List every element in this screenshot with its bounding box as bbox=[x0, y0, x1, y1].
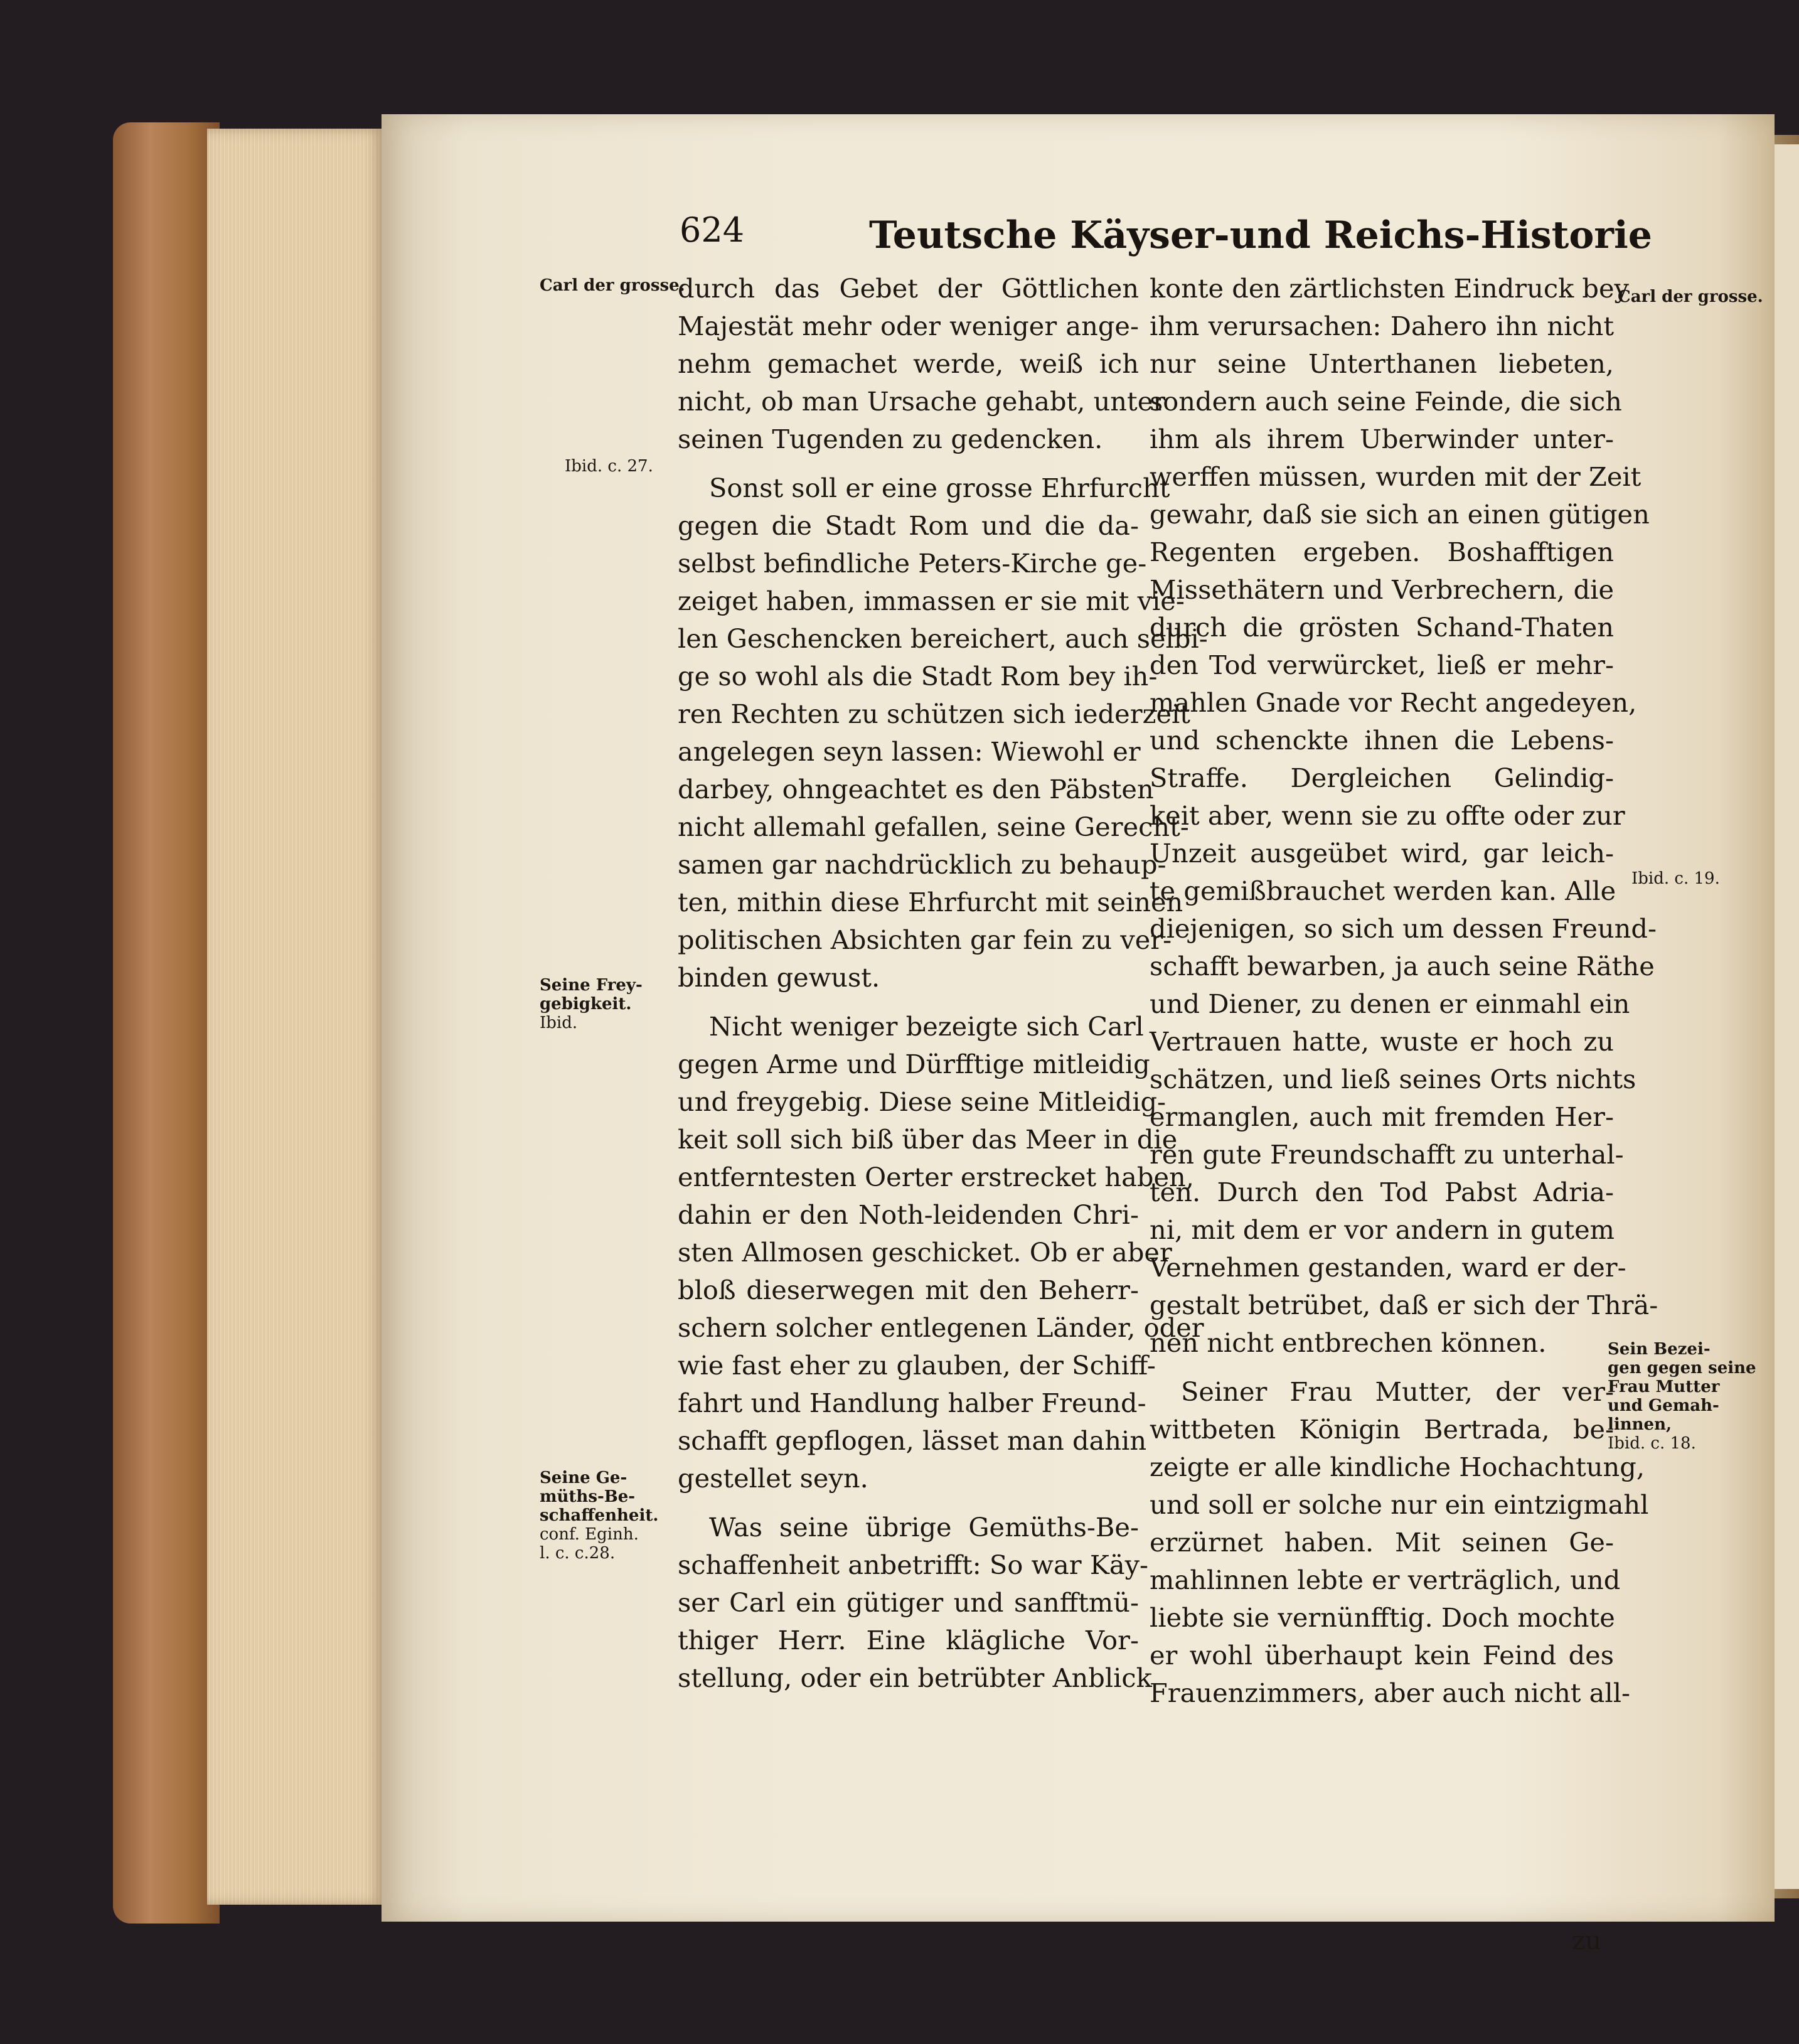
marginal-line: Ibid. c. 18. bbox=[1608, 1434, 1696, 1453]
text-line: Was seine übrige Gemüths-Be- bbox=[709, 1512, 1139, 1543]
marginal-note-left-3 bbox=[540, 976, 643, 1032]
text-line: seinen Tugenden zu gedencken. bbox=[678, 424, 1103, 454]
text-line: schaffenheit anbetrifft: So war Käy- bbox=[678, 1549, 1149, 1580]
text-line: gestalt betrübet, daß er sich der Thrä- bbox=[1150, 1290, 1658, 1320]
text-line: und soll er solche nur ein eintzigmahl bbox=[1150, 1489, 1649, 1520]
text-line: nicht allemahl gefallen, seine Gerecht- bbox=[678, 811, 1189, 842]
text-line: erzürnet haben. Mit seinen Ge- bbox=[1150, 1527, 1614, 1558]
marginal-line: gen gegen seine bbox=[1608, 1359, 1756, 1378]
text-line: durch das Gebet der Göttlichen bbox=[678, 273, 1139, 304]
paragraph bbox=[1150, 1373, 1649, 1712]
text-line: ihm verursachen: Dahero ihn nicht bbox=[1150, 311, 1614, 341]
text-line: ren gute Freundschafft zu unterhal- bbox=[1150, 1139, 1624, 1170]
text-line: mahlinnen lebte er verträglich, und bbox=[1150, 1565, 1621, 1595]
marginal-line: gebigkeit. bbox=[540, 995, 632, 1014]
text-line: gewahr, daß sie sich an einen gütigen bbox=[1150, 499, 1650, 530]
text-line: und freygebig. Diese seine Mitleidig- bbox=[678, 1086, 1166, 1117]
text-line: werffen müssen, wurden mit der Zeit bbox=[1150, 461, 1642, 492]
text-line: Regenten ergeben. Boshafftigen bbox=[1150, 537, 1614, 567]
text-line: liebte sie vernünfftig. Doch mochte bbox=[1150, 1602, 1615, 1633]
text-line: ten. Durch den Tod Pabst Adria- bbox=[1150, 1177, 1614, 1207]
text-line: nen nicht entbrechen können. bbox=[1150, 1327, 1547, 1358]
marginal-line: Sein Bezei- bbox=[1608, 1340, 1711, 1359]
text-line: gegen die Stadt Rom und die da- bbox=[678, 510, 1139, 541]
text-line: gestellet seyn. bbox=[678, 1463, 868, 1494]
text-line: durch die grösten Schand-Thaten bbox=[1150, 612, 1614, 643]
paragraph bbox=[678, 270, 1166, 458]
text-line: Missethätern und Verbrechern, die bbox=[1150, 574, 1614, 605]
text-line: nur seine Unterthanen liebeten, bbox=[1150, 348, 1614, 379]
catchword: zu bbox=[1572, 1927, 1601, 1956]
text-line: nicht, ob man Ursache gehabt, unter bbox=[678, 386, 1166, 417]
marginal-line: Carl der grosse. bbox=[1618, 287, 1763, 306]
text-line: schafft gepflogen, lässet man dahin bbox=[678, 1425, 1147, 1456]
text-line: nehm gemachet werde, weiß ich bbox=[678, 348, 1139, 379]
page-edges bbox=[207, 129, 383, 1905]
text-line: ni, mit dem er vor andern in gutem bbox=[1150, 1214, 1615, 1245]
marginal-note-left-2 bbox=[565, 457, 653, 476]
text-line: te gemißbrauchet werden kan. Alle bbox=[1150, 875, 1616, 906]
marginal-line: Ibid. c. 27. bbox=[565, 457, 653, 476]
text-line: konte den zärtlichsten Eindruck bey bbox=[1150, 273, 1630, 304]
text-line: ge so wohl als die Stadt Rom bey ih- bbox=[678, 661, 1158, 692]
text-line: sten Allmosen geschicket. Ob er aber bbox=[678, 1237, 1172, 1268]
text-line: mahlen Gnade vor Recht angedeyen, bbox=[1150, 687, 1637, 718]
text-line: zeiget haben, immassen er sie mit vie- bbox=[678, 586, 1185, 616]
text-line: binden gewust. bbox=[678, 962, 880, 993]
text-line: thiger Herr. Eine klägliche Vor- bbox=[678, 1625, 1139, 1656]
text-line: politischen Absichten gar fein zu ver- bbox=[678, 924, 1172, 955]
marginal-line: und Gemah- bbox=[1608, 1396, 1719, 1415]
text-line: angelegen seyn lassen: Wiewohl er bbox=[678, 736, 1141, 767]
text-line: Unzeit ausgeübet wird, gar leich- bbox=[1150, 838, 1614, 869]
text-line: keit soll sich biß über das Meer in die bbox=[678, 1124, 1178, 1155]
marginal-note-right-2 bbox=[1631, 869, 1720, 888]
marginal-line: linnen, bbox=[1608, 1415, 1672, 1434]
text-line: schafft bewarben, ja auch seine Räthe bbox=[1150, 951, 1655, 982]
book-cover-left bbox=[113, 122, 220, 1924]
text-line: schätzen, und ließ seines Orts nichts bbox=[1150, 1064, 1636, 1094]
text-line: schern solcher entlegenen Länder, oder bbox=[678, 1312, 1204, 1343]
facing-page-edge bbox=[1773, 144, 1799, 1889]
marginal-line: Seine Frey- bbox=[540, 976, 643, 995]
text-line: ser Carl ein gütiger und sanfftmü- bbox=[678, 1587, 1139, 1618]
text-column-left bbox=[678, 270, 1208, 1708]
text-line: diejenigen, so sich um dessen Freund- bbox=[1150, 913, 1657, 944]
text-line: Nicht weniger bezeigte sich Carl bbox=[709, 1011, 1144, 1042]
text-line: ten, mithin diese Ehrfurcht mit seinen bbox=[678, 887, 1183, 918]
text-line: Straffe. Dergleichen Gelindig- bbox=[1150, 762, 1614, 793]
text-line: ermanglen, auch mit fremden Her- bbox=[1150, 1101, 1614, 1132]
text-line: Seiner Frau Mutter, der ver- bbox=[1181, 1376, 1614, 1407]
page-number: 624 bbox=[680, 210, 745, 250]
marginal-line: Frau Mutter bbox=[1608, 1378, 1720, 1396]
text-line: den Tod verwürcket, ließ er mehr- bbox=[1150, 650, 1614, 680]
text-line: wie fast eher zu glauben, der Schiff- bbox=[678, 1350, 1156, 1381]
text-line: selbst befindliche Peters-Kirche ge- bbox=[678, 548, 1147, 579]
text-line: wittbeten Königin Bertrada, be- bbox=[1150, 1414, 1614, 1445]
paragraph bbox=[678, 1008, 1204, 1497]
marginal-line: Ibid. c. 19. bbox=[1631, 869, 1720, 888]
text-line: gegen Arme und Dürfftige mitleidig bbox=[678, 1049, 1150, 1079]
text-line: Majestät mehr oder weniger ange- bbox=[678, 311, 1139, 341]
marginal-line: Seine Ge- bbox=[540, 1469, 627, 1487]
marginal-note-right-3 bbox=[1608, 1340, 1756, 1453]
text-line: Vertrauen hatte, wuste er hoch zu bbox=[1150, 1026, 1614, 1057]
text-line: Sonst soll er eine grosse Ehrfurcht bbox=[709, 473, 1170, 503]
text-line: Vernehmen gestanden, ward er der- bbox=[1150, 1252, 1626, 1283]
text-line: fahrt und Handlung halber Freund- bbox=[678, 1388, 1146, 1418]
marginal-note-left-1 bbox=[540, 276, 685, 295]
marginal-note-right-1 bbox=[1618, 287, 1763, 306]
text-line: keit aber, wenn sie zu offte oder zur bbox=[1150, 800, 1625, 831]
paragraph bbox=[678, 469, 1208, 997]
marginal-line: Carl der grosse. bbox=[540, 276, 685, 295]
text-line: dahin er den Noth-leidenden Chri- bbox=[678, 1199, 1139, 1230]
text-line: ihm als ihrem Uberwinder unter- bbox=[1150, 424, 1614, 454]
marginal-line: müths-Be- bbox=[540, 1487, 636, 1506]
text-line: darbey, ohngeachtet es den Päbsten bbox=[678, 774, 1154, 805]
text-line: und schenckte ihnen die Lebens- bbox=[1150, 725, 1614, 756]
text-line: ren Rechten zu schützen sich iederzeit bbox=[678, 698, 1190, 729]
marginal-line: conf. Eginh. bbox=[540, 1525, 639, 1544]
running-title: Teutsche Käyser-und Reichs-Historie bbox=[869, 213, 1652, 257]
text-line: sondern auch seine Feinde, die sich bbox=[1150, 386, 1622, 417]
text-line: samen gar nachdrücklich zu behaup- bbox=[678, 849, 1166, 880]
paragraph bbox=[1150, 270, 1658, 1362]
marginal-line: l. c. c.28. bbox=[540, 1544, 616, 1563]
text-line: len Geschencken bereichert, auch selbi- bbox=[678, 623, 1208, 654]
text-line: bloß dieserwegen mit den Beherr- bbox=[678, 1275, 1139, 1305]
marginal-note-left-4 bbox=[540, 1469, 658, 1563]
text-line: entferntesten Oerter erstrecket haben, bbox=[678, 1162, 1194, 1192]
marginal-line: schaffenheit. bbox=[540, 1506, 659, 1525]
text-line: stellung, oder ein betrübter Anblick bbox=[678, 1662, 1152, 1693]
text-line: Frauenzimmers, aber auch nicht all- bbox=[1150, 1677, 1630, 1708]
paragraph bbox=[678, 1509, 1152, 1697]
text-line: und Diener, zu denen er einmahl ein bbox=[1150, 988, 1630, 1019]
text-line: er wohl überhaupt kein Feind des bbox=[1150, 1640, 1614, 1671]
marginal-line: Ibid. bbox=[540, 1014, 578, 1032]
text-line: zeigte er alle kindliche Hochachtung, bbox=[1150, 1452, 1645, 1482]
